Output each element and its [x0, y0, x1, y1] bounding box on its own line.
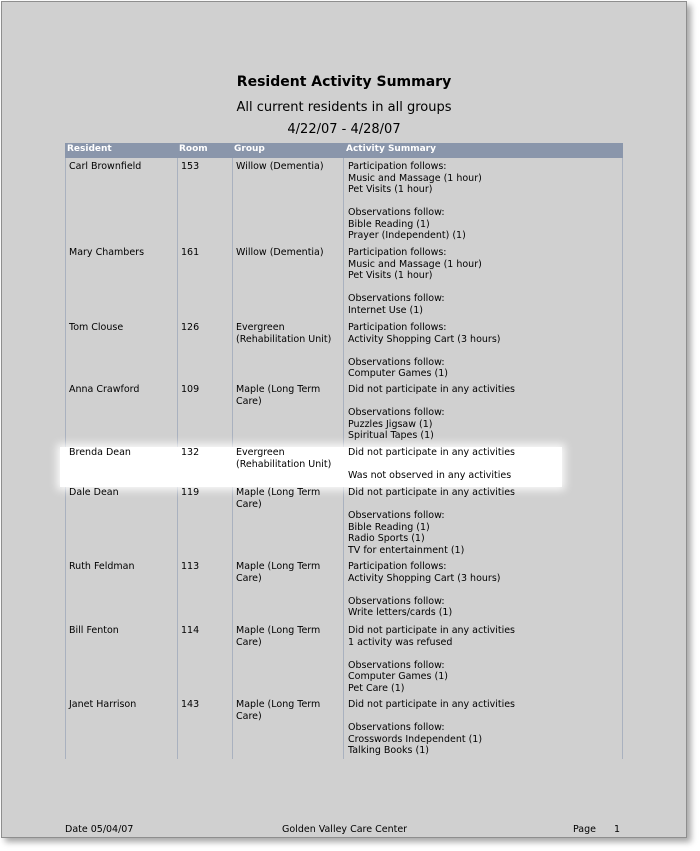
activity-line: Prayer (Independent) (1) [348, 230, 466, 241]
activity-line: Observations follow: [348, 595, 445, 607]
activity-line: Did not participate in any activities [348, 625, 516, 636]
group-name: Maple (Long Term Care) [236, 625, 321, 648]
room-number: 119 [181, 487, 200, 498]
activity-line: Bible Reading (1) [348, 521, 430, 533]
activity-line: Radio Sports (1) [348, 533, 425, 544]
room-number: 114 [181, 625, 200, 636]
group-name: Maple (Long Term Care) [236, 487, 321, 510]
group-name: Maple (Long Term Care) [236, 384, 321, 407]
activity-line: Observations follow: [348, 722, 445, 733]
activity-line: 1 activity was refused [348, 636, 453, 648]
resident-name: Anna Crawford [69, 384, 140, 395]
resident-name: Tom Clouse [69, 322, 124, 333]
activity-line: Participation follows: [348, 561, 447, 572]
activity-line: Participation follows: [348, 161, 447, 172]
resident-name: Janet Harrison [69, 699, 137, 710]
group-name: Willow (Dementia) [236, 161, 324, 172]
group-name: Evergreen (Rehabilitation Unit) [236, 322, 332, 345]
resident-name: Ruth Feldman [69, 561, 135, 572]
activity-line [348, 648, 618, 660]
activity-line: Was not observed in any activities [348, 470, 512, 481]
table-body [2, 2, 686, 837]
resident-name: Carl Brownfield [69, 161, 142, 172]
activity-line [348, 459, 618, 471]
group-name: Maple (Long Term Care) [236, 561, 321, 584]
activity-line [348, 345, 618, 357]
report-title: Resident Activity Summary [236, 74, 452, 90]
activity-line: Did not participate in any activities [348, 487, 516, 498]
activity-summary [348, 322, 618, 380]
activity-line: Computer Games (1) [348, 671, 448, 682]
activity-line [348, 499, 618, 511]
group-name: Maple (Long Term Care) [236, 699, 321, 722]
activity-line: Observations follow: [348, 293, 445, 304]
activity-line [348, 711, 618, 723]
room-number: 153 [181, 161, 200, 172]
footer-page-label: Page [573, 824, 596, 835]
report-subtitle: All current residents in all groups [236, 100, 452, 115]
column-header-activity: Activity Summary [346, 144, 436, 154]
room-number: 132 [181, 447, 200, 458]
activity-line [348, 196, 618, 208]
activity-line: Bible Reading (1) [348, 218, 430, 230]
activity-line: Pet Visits (1 hour) [348, 270, 433, 281]
report-date-range: 4/22/07 - 4/28/07 [287, 122, 401, 137]
activity-line: Observations follow: [348, 207, 445, 218]
activity-line [348, 396, 618, 408]
room-number: 113 [181, 561, 200, 572]
table-row [60, 447, 562, 487]
activity-summary [348, 487, 618, 556]
activity-line: Talking Books (1) [348, 745, 429, 756]
column-header-group: Group [234, 144, 265, 154]
group-name: Willow (Dementia) [236, 247, 324, 258]
resident-name: Dale Dean [69, 487, 119, 498]
activity-line: Did not participate in any activities [348, 699, 516, 710]
footer-date: Date 05/04/07 [65, 824, 134, 835]
activity-line: Internet Use (1) [348, 304, 423, 316]
room-number: 126 [181, 322, 200, 333]
activity-line: Activity Shopping Cart (3 hours) [348, 572, 501, 584]
activity-line: Did not participate in any activities [348, 384, 516, 395]
activity-summary [348, 561, 618, 619]
column-header-room: Room [179, 144, 208, 154]
room-number: 143 [181, 699, 200, 710]
activity-line: Spiritual Tapes (1) [348, 430, 434, 441]
activity-summary [348, 447, 618, 482]
activity-line: Crosswords Independent (1) [348, 733, 483, 745]
activity-line: Participation follows: [348, 322, 447, 333]
activity-line: TV for entertainment (1) [348, 544, 465, 556]
activity-line: Observations follow: [348, 407, 445, 418]
activity-line [348, 282, 618, 294]
column-header-resident: Resident [67, 144, 112, 154]
room-number: 109 [181, 384, 200, 395]
activity-line: Participation follows: [348, 247, 447, 258]
activity-line: Music and Massage (1 hour) [348, 258, 482, 270]
activity-line: Observations follow: [348, 659, 445, 671]
report-page [1, 1, 687, 838]
resident-name: Bill Fenton [69, 625, 119, 636]
room-number: 161 [181, 247, 200, 258]
resident-name: Mary Chambers [69, 247, 145, 258]
activity-summary [348, 247, 618, 316]
activity-line: Observations follow: [348, 356, 445, 368]
footer-facility: Golden Valley Care Center [282, 824, 408, 835]
activity-summary [348, 625, 618, 694]
activity-summary [348, 161, 618, 242]
activity-line: Pet Care (1) [348, 682, 405, 694]
activity-summary [348, 384, 618, 442]
activity-line: Did not participate in any activities [348, 447, 516, 458]
activity-line: Activity Shopping Cart (3 hours) [348, 333, 501, 345]
resident-name: Brenda Dean [69, 447, 131, 458]
activity-line: Pet Visits (1 hour) [348, 184, 433, 195]
activity-line: Computer Games (1) [348, 368, 448, 379]
activity-summary [348, 699, 618, 757]
activity-line: Observations follow: [348, 510, 445, 521]
activity-line: Write letters/cards (1) [348, 607, 453, 618]
activity-line: Puzzles Jigsaw (1) [348, 418, 433, 430]
activity-line: Music and Massage (1 hour) [348, 172, 482, 184]
group-name: Evergreen (Rehabilitation Unit) [236, 447, 332, 470]
activity-line [348, 584, 618, 596]
footer-page-number: 1 [614, 824, 621, 835]
